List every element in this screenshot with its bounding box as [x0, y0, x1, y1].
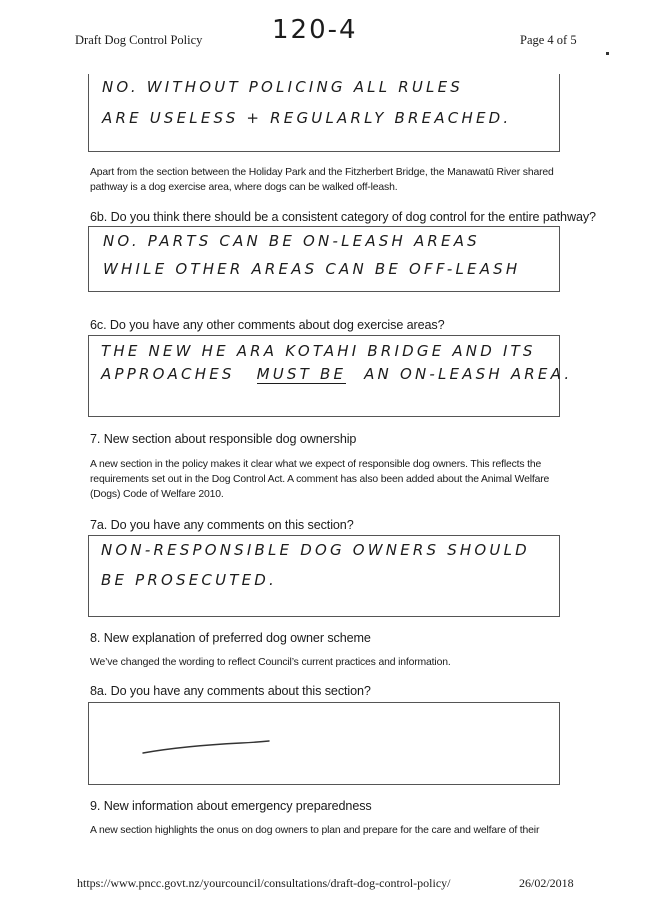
footer-date: 26/02/2018 [519, 876, 574, 890]
answer-7a-line1: NON-RESPONSIBLE DOG OWNERS SHOULD [101, 541, 530, 559]
answer-6c-must-be-underlined: MUST BE [256, 365, 347, 383]
section-7-heading: 7. New section about responsible dog ownership [90, 432, 357, 446]
answer-box-6c[interactable] [88, 335, 573, 417]
scan-speck [606, 52, 609, 55]
question-6c: 6c. Do you have any other comments about dog exercise areas? [90, 318, 445, 332]
answer-7a-line2: BE PROSECUTED. [101, 571, 278, 589]
question-6b: 6b. Do you think there should be a consistent category of dog control for the entire pathway? [90, 210, 596, 224]
answer-6a-line1: NO. WITHOUT POLICING ALL RULES [102, 78, 464, 96]
section-9-heading: 9. New information about emergency preparedness [90, 799, 372, 813]
answer-6b-line2: WHILE OTHER AREAS CAN BE OFF-LEASH [103, 260, 521, 278]
answer-box-6b[interactable] [88, 226, 560, 292]
question-7a: 7a. Do you have any comments on this section? [90, 518, 354, 532]
section-7-body: A new section in the policy makes it clear what we expect of responsible dog owners. This reflects the requirements set out in the Dog Control Act. A comment has also been added about the Animal Welfare (Dogs) Code of Welfare 2010. [90, 459, 550, 500]
pathway-paragraph: Apart from the section between the Holiday Park and the Fitzherbert Bridge, the Manawatū River shared pathway is a dog exercise area, where dogs can be walked off-leash. [90, 167, 554, 193]
answer-6c-on-leash: AN ON-LEASH AREA. [364, 365, 573, 383]
pen-stroke-mark [141, 733, 271, 757]
section-8-body: We’ve changed the wording to reflect Council’s current practices and information. [90, 657, 451, 668]
question-8a: 8a. Do you have any comments about this section? [90, 684, 371, 698]
answer-box-7a[interactable] [88, 535, 560, 617]
document-title: Draft Dog Control Policy [75, 33, 203, 47]
answer-6a-line2: ARE USELESS + REGULARLY BREACHED. [102, 109, 512, 127]
footer-url[interactable]: https://www.pncc.govt.nz/yourcouncil/consultations/draft-dog-control-policy/ [77, 876, 451, 890]
section-9-body: A new section highlights the onus on dog owners to plan and prepare for the care and welfare of their [90, 825, 540, 836]
section-8-heading: 8. New explanation of preferred dog owner scheme [90, 631, 371, 645]
answer-6c-line1: THE NEW HE ARA KOTAHI BRIDGE AND ITS [101, 342, 536, 360]
answer-6c-approaches: APPROACHES [101, 365, 235, 383]
answer-6b-line1: NO. PARTS CAN BE ON-LEASH AREAS [103, 232, 480, 250]
answer-box-8a[interactable] [88, 702, 560, 785]
page-number: Page 4 of 5 [520, 33, 577, 47]
answer-box-6a[interactable] [88, 66, 560, 152]
answer-6c-line2 [101, 365, 572, 384]
handwritten-reference: 120-4 [272, 15, 358, 45]
